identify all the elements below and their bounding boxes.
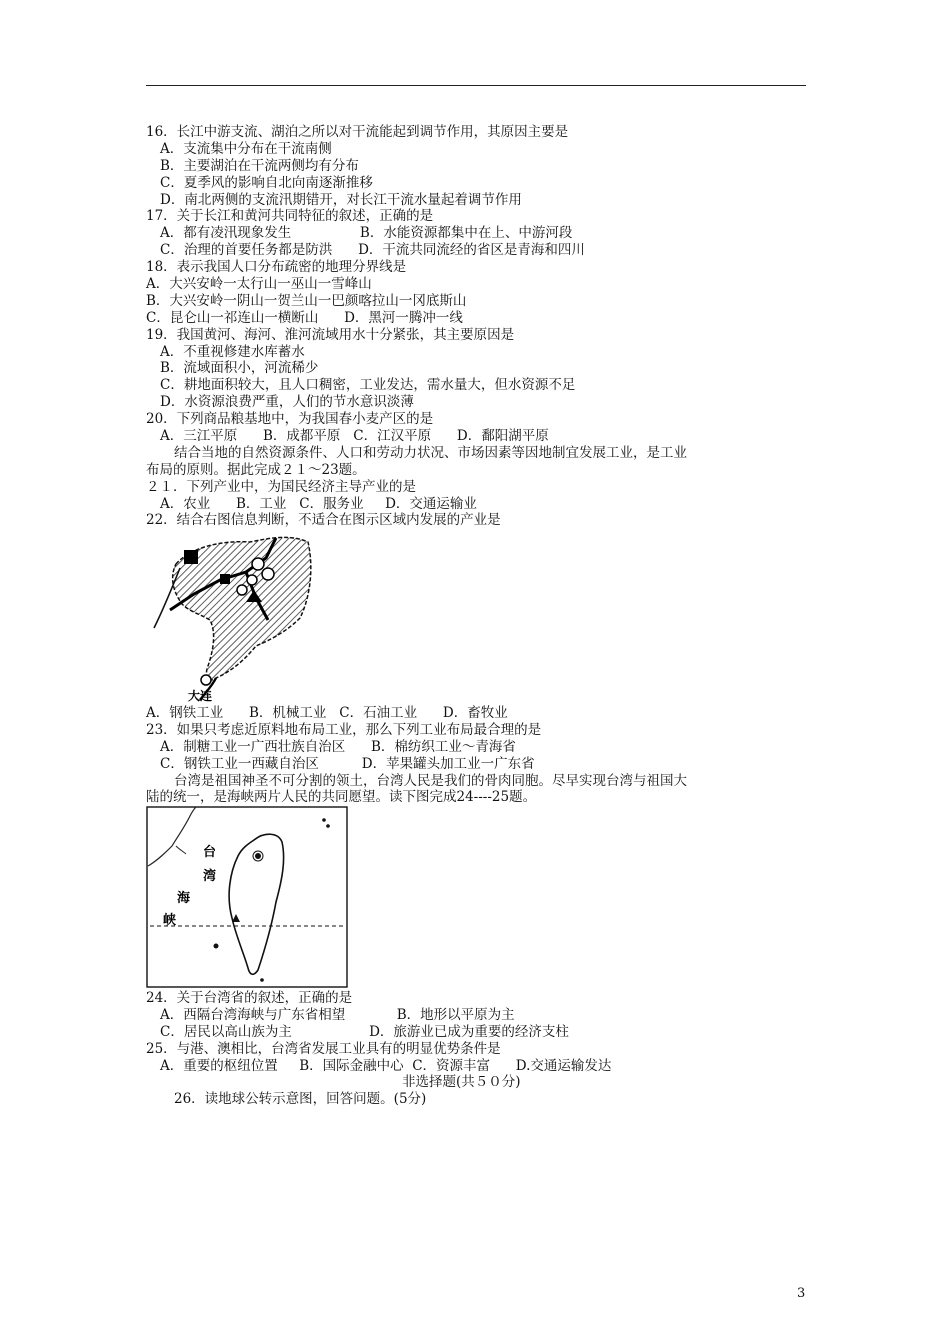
question-18-option-b: B．大兴安岭一阴山一贺兰山一巴颜喀拉山一冈底斯山 — [146, 292, 467, 309]
header-rule — [146, 85, 806, 86]
question-24-stem: 24．关于台湾省的叙述，正确的是 — [146, 990, 353, 1006]
passage-taiwan-line2: 陆的统一，是海峡两片人民的共同愿望。读下图完成24----25题。 — [146, 789, 537, 806]
taipei-dot — [255, 853, 261, 859]
question-26-stem: 26．读地球公转示意图，回答问题。(5分) — [174, 1091, 427, 1108]
question-19-option-c: C．耕地面积较大，且人口稠密，工业发达，需水量大，但水资源不足 — [160, 377, 576, 394]
map-label-wan: 湾 — [203, 869, 217, 884]
page-number: 3 — [797, 1286, 806, 1301]
city-symbol-shenyang — [252, 558, 264, 570]
question-16-option-d: D．南北两侧的支流汛期错开，对长江干流水量起着调节作用 — [160, 191, 522, 208]
passage-industry-line1: 结合当地的自然资源条件、人口和劳动力状况、市场因素等因地制宜发展工业，是工业 — [174, 444, 687, 461]
question-24-options-ab: A．西隔台湾海峡与广东省相望 B．地形以平原为主 — [160, 1006, 515, 1023]
penghu-dot — [214, 944, 219, 949]
question-24-options-cd: C．居民以高山族为主 D．旅游业已成为重要的经济支柱 — [160, 1023, 569, 1040]
question-23-options-cd: C．钢铁工业一西藏自治区 D．苹果罐头加工业一广东省 — [160, 755, 535, 772]
coal-symbol — [184, 550, 198, 564]
iron-symbol — [220, 574, 230, 584]
city-symbol-liaoyang — [237, 585, 247, 595]
islet-dot-3 — [260, 978, 264, 982]
taiwan-map — [146, 806, 348, 988]
question-25-options: A．重要的枢纽位置 B．国际金融中心 C．资源丰富 D.交通运输发达 — [160, 1057, 612, 1074]
question-17-options-cd: C．治理的首要任务都是防洪 D．干流共同流经的省区是青海和四川 — [160, 242, 585, 259]
map-label-hai: 海 — [177, 891, 191, 906]
question-19-option-d: D．水资源浪费严重，人们的节水意识淡薄 — [160, 394, 414, 411]
questions-24-26 — [146, 990, 826, 1108]
islet-dot-2 — [326, 824, 330, 828]
question-16-option-c: C．夏季风的影响自北向南逐渐推移 — [160, 174, 373, 191]
question-22-stem: 22．结合右图信息判断，不适合在图示区域内发展的产业是 — [146, 512, 501, 529]
question-20-options: A．三江平原 B．成都平原 C．江汉平原 D．鄱阳湖平原 — [160, 428, 549, 445]
question-16-option-a: A．支流集中分布在干流南侧 — [160, 140, 332, 157]
question-18-options-cd: C．昆仑山一祁连山一横断山 D．黑河一腾冲一线 — [146, 309, 463, 326]
passage-industry-line2: 布局的原则。据此完成２１～23题。 — [146, 461, 366, 478]
question-17-stem: 17．关于长江和黄河共同特征的叙述，正确的是 — [146, 208, 434, 225]
city-symbol-dalian — [201, 675, 211, 685]
question-18-option-a: A．大兴安岭一太行山一巫山一雪峰山 — [146, 276, 372, 293]
city-symbol-fushun — [262, 568, 274, 580]
question-23-options-ab: A．制糖工业一广西壮族自治区 B．棉纺织工业～青海省 — [160, 738, 516, 755]
question-22-options: A．钢铁工业 B．机械工业 C．石油工业 D．畜牧业 — [146, 705, 508, 721]
section-heading-non-choice: 非选择题(共５０分) — [402, 1074, 521, 1091]
question-17-options-ab: A．都有凌汛现象发生 B．水能资源都集中在上、中游河段 — [160, 225, 573, 242]
question-21-options: A．农业 B．工业 C．服务业 D．交通运输业 — [160, 495, 477, 512]
islet-dot-1 — [322, 818, 326, 822]
question-18-stem: 18．表示我国人口分布疏密的地理分界线是 — [146, 259, 407, 276]
question-19-stem: 19．我国黄河、海河、淮河流域用水十分紧张，其主要原因是 — [146, 326, 515, 343]
question-25-stem: 25．与港、澳相比，台湾省发展工业具有的明显优势条件是 — [146, 1040, 501, 1057]
question-21-stem: ２１．下列产业中，为国民经济主导产业的是 — [146, 478, 416, 495]
question-16-stem: 16．长江中游支流、湖泊之所以对干流能起到调节作用，其原因主要是 — [146, 124, 569, 140]
map-label-xia: 峡 — [163, 913, 177, 928]
map-label-dalian: 大连 — [188, 689, 213, 703]
liaoning-industry-map — [150, 528, 318, 704]
city-symbol-anshan — [247, 575, 257, 585]
coastline — [154, 568, 180, 628]
question-16-option-b: B．主要湖泊在干流两侧均有分布 — [160, 157, 359, 174]
map-label-tai: 台 — [203, 845, 217, 860]
question-19-option-a: A．不重视修建水库蓄水 — [160, 343, 305, 360]
passage-taiwan-line1: 台湾是祖国神圣不可分割的领土，台湾人民是我们的骨肉同胞。尽早实现台湾与祖国大 — [174, 772, 687, 789]
question-23-stem: 23．如果只考虑近原料地布局工业，那么下列工业布局最合理的是 — [146, 721, 542, 738]
question-20-stem: 20．下列商品粮基地中，为我国春小麦产区的是 — [146, 411, 434, 428]
questions-22-23 — [146, 705, 826, 806]
question-19-option-b: B．流域面积小，河流稀少 — [160, 360, 319, 377]
questions-16-22 — [146, 124, 826, 529]
